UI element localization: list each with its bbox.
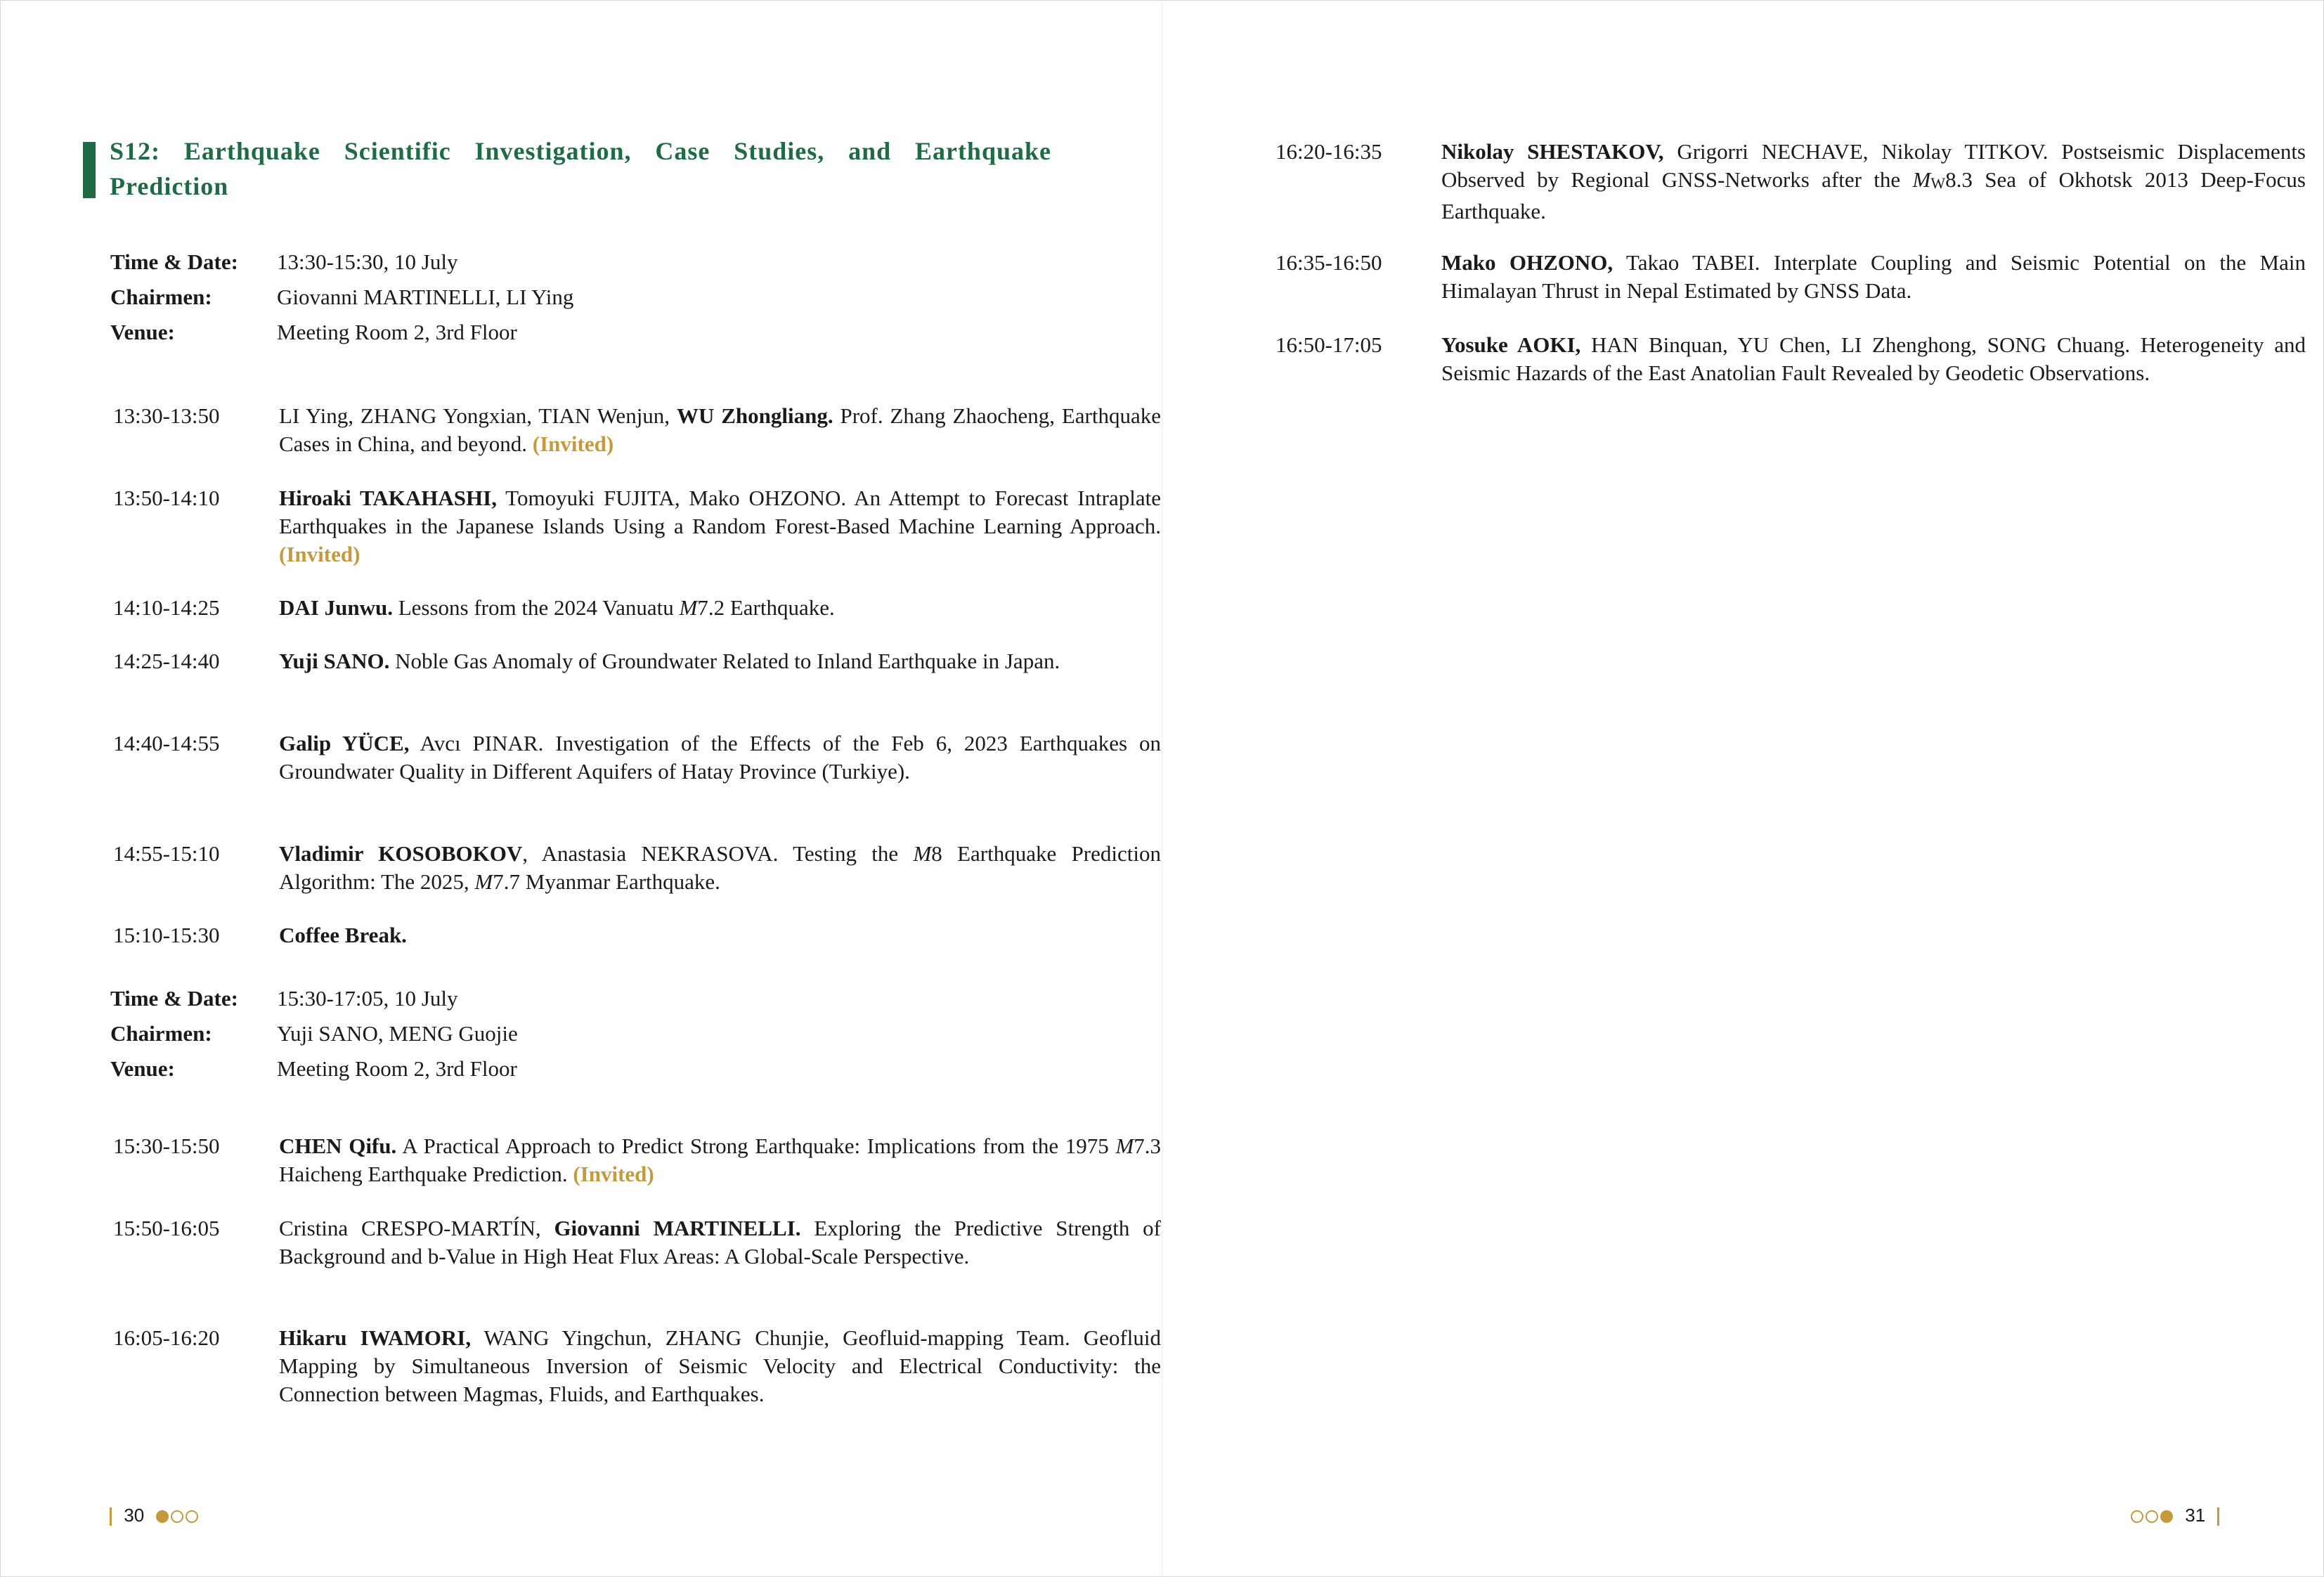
talk-time: 15:10-15:30 — [113, 923, 220, 947]
invited-badge: (Invited) — [532, 431, 614, 456]
session2-venue: Meeting Room 2, 3rd Floor — [277, 1056, 517, 1081]
session2-chairmen: Yuji SANO, MENG Guojie — [277, 1021, 518, 1046]
talk-time: 16:20-16:35 — [1275, 139, 1382, 164]
talk-time: 16:05-16:20 — [113, 1325, 220, 1350]
presenter-name: Hiroaki TAKAHASHI, — [279, 486, 497, 510]
presenter-name: Nikolay SHESTAKOV, — [1441, 139, 1664, 164]
talk-body: Cristina CRESPO-MARTÍN, Giovanni MARTINELLI. Exploring the Predictive Strength of Background and b-Value in High Heat Flux Areas: A Global-Scale Perspective. — [279, 1216, 1161, 1268]
page-number-right: 31 — [2185, 1505, 2206, 1526]
footer-tick — [110, 1507, 112, 1526]
talk-time: 13:30-13:50 — [113, 403, 220, 428]
talk-body: CHEN Qifu. A Practical Approach to Predict Strong Earthquake: Implications from the 1975 M7.3 Haicheng Earthquake Prediction. (Invited) — [279, 1134, 1162, 1186]
presenter-name: CHEN Qifu. — [279, 1134, 397, 1158]
footer-right — [2129, 1501, 2219, 1529]
presenter-name: Vladimir KOSOBOKOV — [279, 841, 523, 866]
section-title: S12: Earthquake Scientific Investigation, Case Studies, and Earthquake Prediction — [110, 137, 1051, 200]
coffee-break-label: Coffee Break. — [279, 923, 407, 947]
page-dot-icon — [2146, 1510, 2158, 1523]
presenter-name: WU Zhongliang. — [676, 403, 833, 428]
footer-tick — [2217, 1507, 2219, 1526]
presenter-name: Galip YÜCE, — [279, 731, 410, 755]
time-date-label: Time & Date: — [110, 986, 238, 1011]
page-dot-icon — [171, 1510, 183, 1523]
talk-time: 14:40-14:55 — [113, 731, 220, 755]
talk-time: 14:10-14:25 — [113, 595, 220, 620]
talk-body: LI Ying, ZHANG Yongxian, TIAN Wenjun, WU Zhongliang. Prof. Zhang Zhaocheng, Earthquake Cases in China, and beyond. (Invited) — [279, 403, 1162, 456]
talk-time: 16:50-17:05 — [1275, 332, 1382, 357]
talk-body: Nikolay SHESTAKOV, Grigorri NECHAVE, Nikolay TITKOV. Postseismic Displacements Observed by Regional GNSS-Networks after the MW8.3 Sea of Okhotsk 2013 Deep-Focus Earthquake. — [1441, 139, 2306, 223]
time-date-label: Time & Date: — [110, 249, 238, 274]
section-accent-bar — [83, 142, 96, 198]
talk-time: 13:50-14:10 — [113, 486, 220, 510]
talk-body: DAI Junwu. Lessons from the 2024 Vanuatu M7.2 Earthquake. — [279, 595, 835, 620]
talk-time: 14:25-14:40 — [113, 649, 220, 673]
invited-badge: (Invited) — [573, 1162, 654, 1186]
presenter-name: Yuji SANO. — [279, 649, 390, 673]
page-dot-icon — [2160, 1510, 2173, 1523]
talk-body: Yuji SANO. Noble Gas Anomaly of Groundwater Related to Inland Earthquake in Japan. — [279, 649, 1060, 673]
presenter-name: Yosuke AOKI, — [1441, 332, 1581, 357]
talk-body — [279, 921, 1161, 949]
venue-label: Venue: — [110, 1056, 175, 1081]
talk-time: 14:55-15:10 — [113, 841, 220, 866]
presenter-name: Mako OHZONO, — [1441, 250, 1614, 275]
page-number-left: 30 — [124, 1505, 145, 1526]
talk-body: Hikaru IWAMORI, WANG Yingchun, ZHANG Chunjie, Geofluid-mapping Team. Geofluid Mapping by Simultaneous Inversion of Seismic Velocity and Electrical Conductivity: the Connection between Magmas, Fluids, and Earthquakes. — [279, 1325, 1161, 1406]
session1-chairmen: Giovanni MARTINELLI, LI Ying — [277, 285, 574, 309]
chairmen-label: Chairmen: — [110, 1021, 212, 1046]
presenter-name: Hikaru IWAMORI, — [279, 1325, 472, 1350]
presenter-name: DAI Junwu. — [279, 595, 393, 620]
chairmen-label: Chairmen: — [110, 285, 212, 309]
session1-time-date: 13:30-15:30, 10 July — [277, 249, 458, 274]
talk-body: Vladimir KOSOBOKOV, Anastasia NEKRASOVA. Testing the M8 Earthquake Prediction Algorithm: The 2025, M7.7 Myanmar Earthquake. — [279, 841, 1161, 894]
footer-left — [110, 1501, 198, 1529]
presenter-name: Giovanni MARTINELLI. — [554, 1216, 801, 1240]
page-dot-icon — [156, 1510, 169, 1523]
talk-body: Yosuke AOKI, HAN Binquan, YU Chen, LI Zhenghong, SONG Chuang. Heterogeneity and Seismic Hazards of the East Anatolian Fault Revealed by Geodetic Observations. — [1441, 332, 2306, 385]
invited-badge: (Invited) — [279, 542, 361, 566]
talk-time: 15:30-15:50 — [113, 1134, 220, 1158]
page-dot-icon — [2131, 1510, 2143, 1523]
talk-body: Mako OHZONO, Takao TABEI. Interplate Coupling and Seismic Potential on the Main Himalayan Thrust in Nepal Estimated by GNSS Data. — [1441, 250, 2306, 303]
venue-label: Venue: — [110, 320, 175, 344]
session2-time-date: 15:30-17:05, 10 July — [277, 986, 458, 1011]
page-dot-icon — [186, 1510, 198, 1523]
talk-body: Galip YÜCE, Avcı PINAR. Investigation of the Effects of the Feb 6, 2023 Earthquakes on Groundwater Quality in Different Aquifers of Hatay Province (Turkiye). — [279, 731, 1161, 784]
talk-time: 16:35-16:50 — [1275, 250, 1382, 275]
session1-venue: Meeting Room 2, 3rd Floor — [277, 320, 517, 344]
talk-body: Hiroaki TAKAHASHI, Tomoyuki FUJITA, Mako OHZONO. An Attempt to Forecast Intraplate Earthquakes in the Japanese Islands Using a Random Forest-Based Machine Learning Approach. (Invited) — [279, 486, 1162, 566]
talk-time: 15:50-16:05 — [113, 1216, 220, 1240]
